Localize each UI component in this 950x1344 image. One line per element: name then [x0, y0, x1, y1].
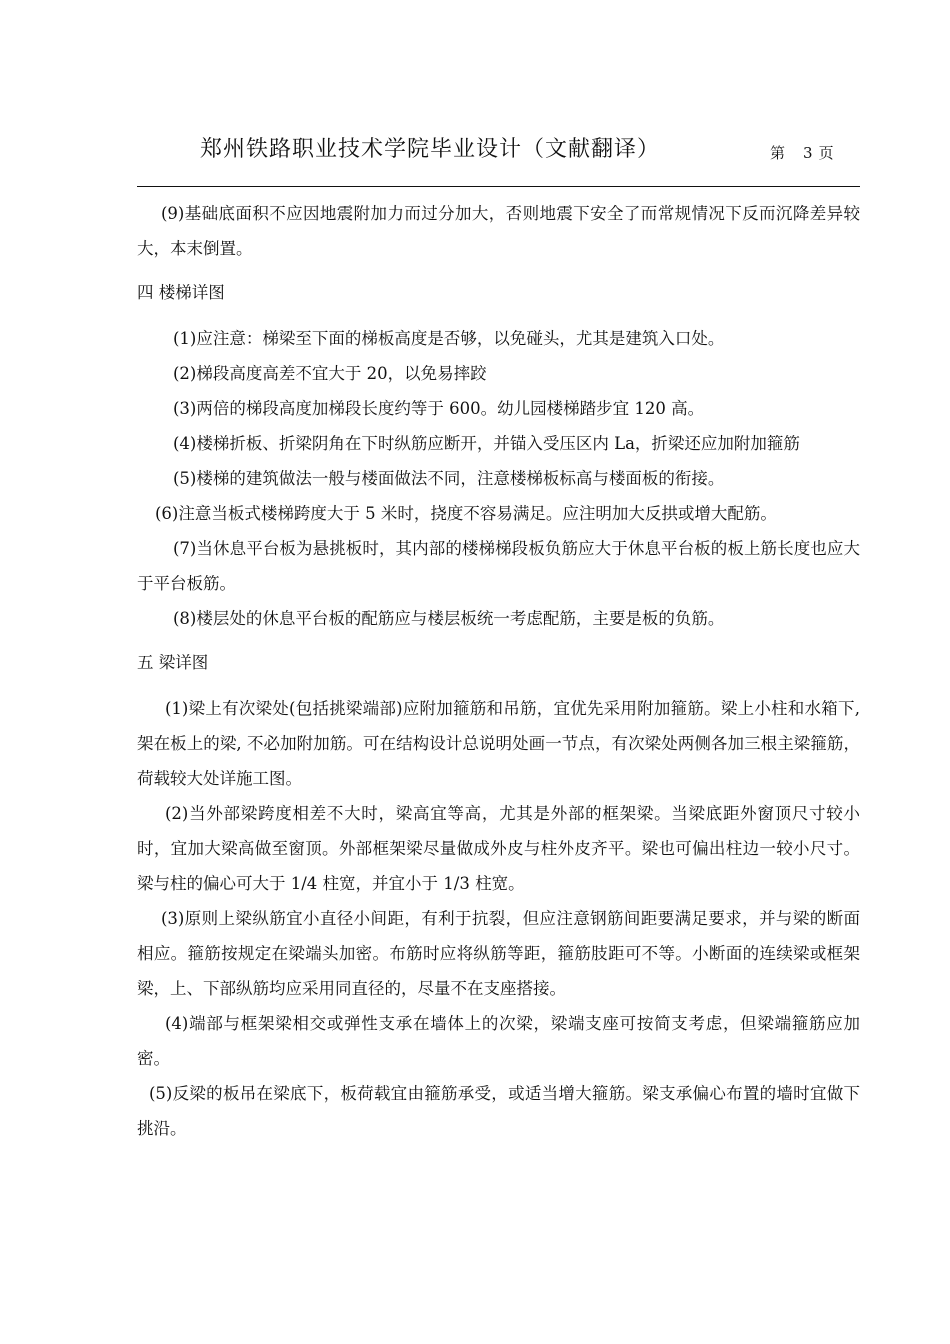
stairs-item-6: (6)注意当板式楼梯跨度大于 5 米时，挠度不容易满足。应注明加大反拱或增大配筋。 [155, 504, 777, 523]
beams-item-2: (2)当外部梁跨度相差不大时，梁高宜等高，尤其是外部的框架梁。当梁底距外窗顶尺寸较小时，宜加大梁高做至窗顶。外部框架梁尽量做成外皮与柱外皮齐平。梁也可偏出柱边一较小尺寸。梁与柱的偏心可大于 1/4 柱宽，并宜小于 1/3 柱宽。 [137, 804, 860, 893]
page-number [770, 142, 834, 163]
stairs-item-5: (5)楼梯的建筑做法一般与楼面做法不同，注意楼梯板标高与楼面板的衔接。 [173, 469, 725, 488]
document-header-title: 郑州铁路职业技术学院毕业设计（文献翻译） [199, 137, 660, 162]
stairs-item-4: (4)楼梯折板、折梁阴角在下时纵筋应断开，并锚入受压区内 La，折梁还应加附加箍筋 [173, 434, 800, 453]
beams-item-3: (3)原则上梁纵筋宜小直径小间距，有利于抗裂，但应注意钢筋间距要满足要求，并与梁的断面相应。箍筋按规定在梁端头加密。布筋时应将纵筋等距，箍筋肢距可不等。小断面的连续梁或框架梁，上、下部纵筋均应采用同直径的，尽量不在支座搭接。 [137, 909, 860, 998]
paragraph-9: (9)基础底面积不应因地震附加力而过分加大，否则地震下安全了而常规情况下反而沉降差异较大，本末倒置。 [137, 204, 860, 258]
document-body [137, 196, 860, 1146]
beams-item-1: (1)梁上有次梁处(包括挑梁端部)应附加箍筋和吊筋，宜优先采用附加箍筋。梁上小柱和水箱下, 架在板上的梁, 不必加附加筋。可在结构设计总说明处画一节点，有次梁处两侧各加三根主梁箍筋，荷载较大处详施工图。 [137, 699, 860, 788]
beams-item-5: (5)反梁的板吊在梁底下，板荷载宜由箍筋承受，或适当增大箍筋。梁支承偏心布置的墙时宜做下挑沿。 [137, 1084, 860, 1138]
stairs-item-3: (3)两倍的梯段高度加梯段长度约等于 600。幼儿园楼梯踏步宜 120 高。 [173, 399, 705, 418]
section-heading-stairs: 四 楼梯详图 [137, 283, 225, 302]
beams-item-4: (4)端部与框架梁相交或弹性支承在墙体上的次梁，梁端支座可按简支考虑，但梁端箍筋应加密。 [137, 1014, 860, 1068]
stairs-item-7: (7)当休息平台板为悬挑板时，其内部的楼梯梯段板负筋应大于休息平台板的板上筋长度也应大于平台板筋。 [137, 539, 860, 593]
header-divider [137, 186, 860, 187]
page-number-suffix: 页 [818, 144, 834, 162]
page-number-prefix: 第 [770, 144, 786, 162]
stairs-item-2: (2)梯段高度高差不宜大于 20，以免易摔跤 [173, 364, 487, 383]
page-number-value: 3 [803, 144, 813, 162]
stairs-item-1: (1)应注意：梯梁至下面的梯板高度是否够，以免碰头，尤其是建筑入口处。 [173, 329, 725, 348]
stairs-item-8: (8)楼层处的休息平台板的配筋应与楼层板统一考虑配筋，主要是板的负筋。 [173, 609, 725, 628]
section-heading-beams: 五 梁详图 [137, 653, 209, 672]
